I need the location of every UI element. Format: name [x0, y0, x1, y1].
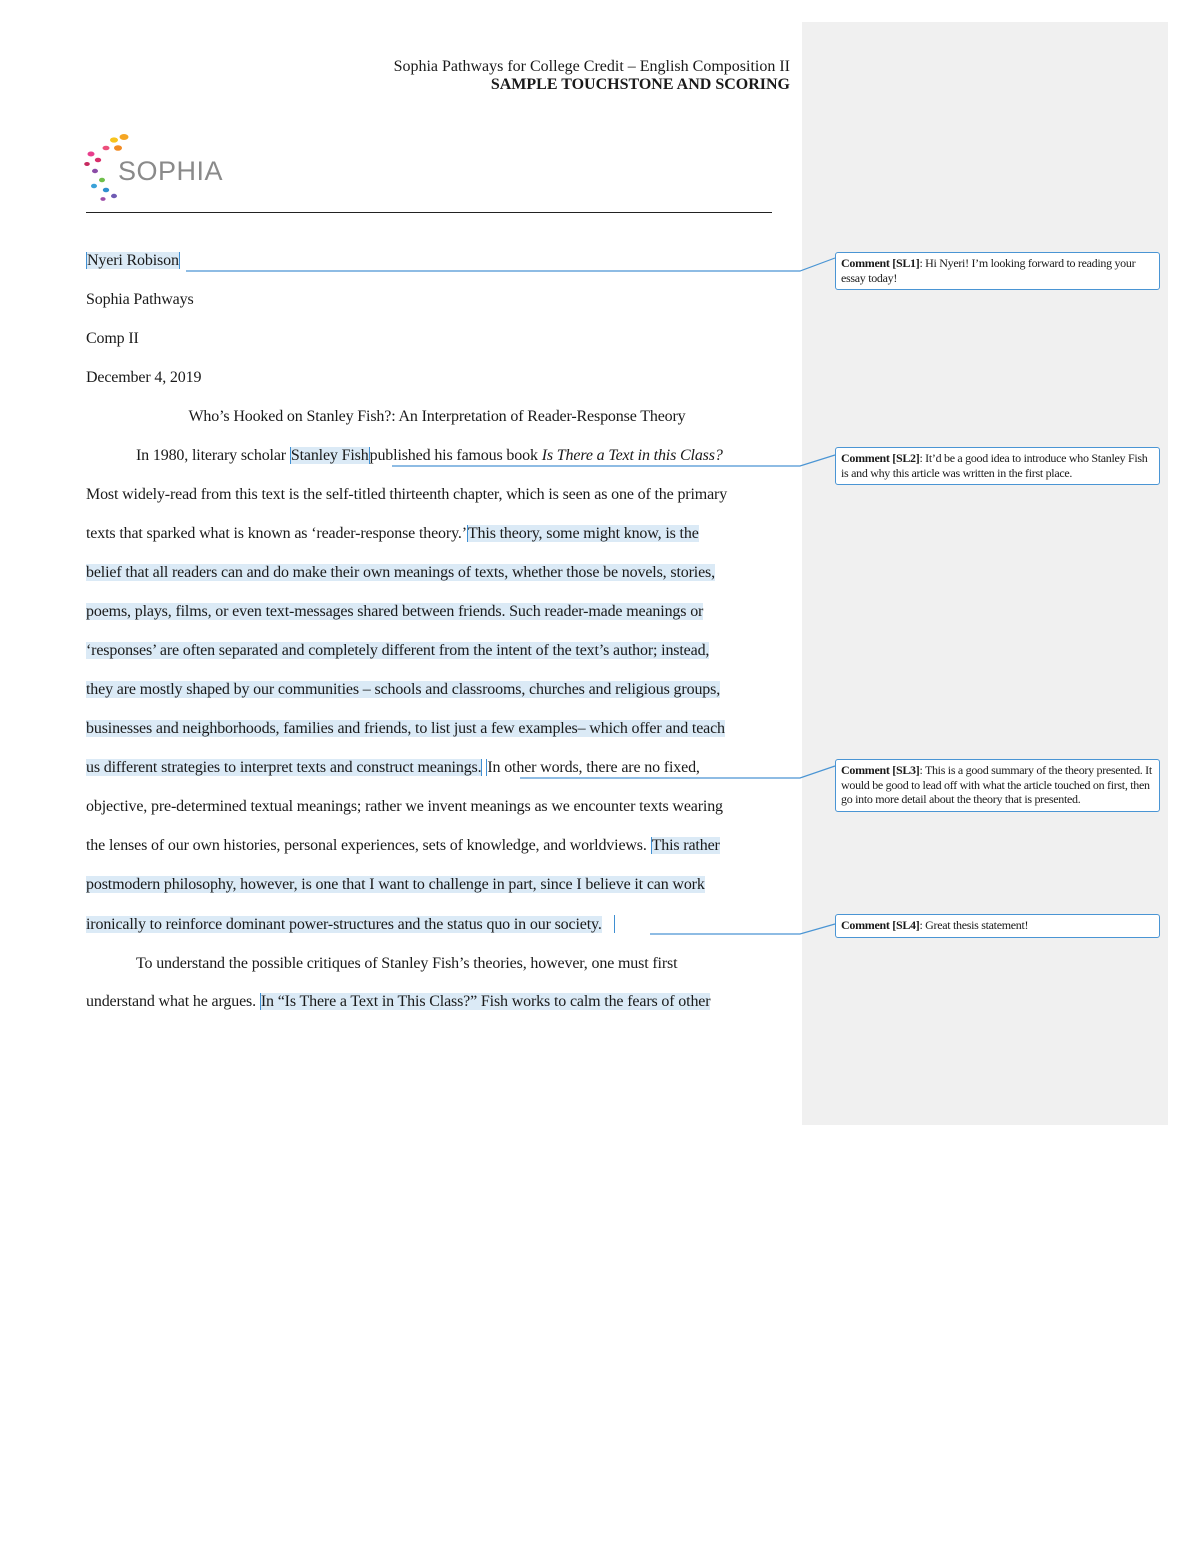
comment-tag: Comment [SL1]	[841, 256, 920, 270]
comment-text: : This is a good summary of the theory presented. It would be good to lead off with what the article touched on first, then go into more detail about the theory that is presented.	[841, 763, 1152, 806]
summary-highlight[interactable]: they are mostly shaped by our communities – schools and classrooms, churches and religious groups,	[86, 681, 721, 698]
p1-line-1	[136, 447, 723, 465]
p2-line-1: To understand the possible critiques of Stanley Fish’s theories, however, one must first	[136, 955, 678, 972]
comment-text: : It’d be a good idea to introduce who Stanley Fish is and why this article was written in the first place.	[841, 451, 1148, 480]
p1-l9b: In other words, there are no fixed,	[487, 759, 700, 776]
comment-text: : Great thesis statement!	[919, 918, 1029, 932]
p1-line-7	[86, 681, 720, 699]
summary-highlight[interactable]: ‘responses’ are often separated and completely different from the intent of the text’s author; instead,	[86, 642, 710, 659]
p2-line-2	[86, 993, 710, 1011]
summary-highlight[interactable]: poems, plays, films, or even text-messages shared between friends. Such reader-made meanings or	[86, 603, 704, 620]
comment-tag: Comment [SL2]	[841, 451, 920, 465]
p2-l2a: understand what he argues.	[86, 993, 260, 1010]
comment-tag: Comment [SL4]	[841, 918, 920, 932]
header-doc-type: SAMPLE TOUCHSTONE AND SCORING	[490, 76, 790, 93]
sophia-logo	[84, 130, 244, 206]
p1-l11a: the lenses of our own histories, personal experiences, sets of knowledge, and worldviews.	[86, 837, 647, 854]
header-rule	[86, 212, 772, 213]
p1-l1c: published his famous book	[369, 447, 542, 464]
logo-wordmark: SOPHIA	[118, 156, 224, 186]
comment-sl2[interactable]	[835, 447, 1160, 485]
summary-highlight[interactable]: belief that all readers can and do make their own meanings of texts, whether those be novels, stories,	[86, 564, 715, 581]
essay-title: Who’s Hooked on Stanley Fish?: An Interpretation of Reader-Response Theory	[188, 408, 686, 425]
p1-line-10: objective, pre-determined textual meanings; rather we invent meanings as we encounter texts wearing	[86, 798, 723, 815]
book-title: Is There a Text in this Class?	[541, 447, 723, 464]
course-line: Comp II	[86, 330, 139, 347]
program-line: Sophia Pathways	[86, 291, 194, 308]
p1-line-9	[86, 759, 700, 777]
comment-sl4[interactable]	[835, 914, 1160, 938]
p1-line-4	[86, 564, 715, 582]
p1-l1a: In 1980, literary scholar	[136, 447, 290, 464]
header-course-line: Sophia Pathways for College Credit – English Composition II	[393, 58, 790, 75]
p1-l3a: texts that sparked what is known as ‘reader-response theory.’	[86, 525, 467, 542]
p1-line-3	[86, 525, 699, 543]
p1-line-12	[86, 876, 705, 894]
p1-line-11	[86, 837, 720, 855]
thesis-highlight[interactable]: postmodern philosophy, however, is one that I want to challenge in part, since I believe it can work	[86, 876, 705, 893]
p1-line-6	[86, 642, 709, 660]
p1-line-8	[86, 720, 725, 738]
comment-sl1[interactable]	[835, 252, 1160, 290]
comment-text: : Hi Nyeri! I’m looking forward to reading your essay today!	[841, 256, 1136, 285]
p1-line-13	[86, 915, 615, 934]
thesis-highlight-start[interactable]: This rather	[651, 837, 720, 854]
author-name[interactable]: Nyeri Robison	[87, 252, 179, 269]
comment-margin-pane	[802, 22, 1168, 1125]
summary-highlight-start[interactable]: This theory, some might know, is the	[467, 525, 699, 542]
author-name-line	[86, 252, 180, 270]
date-line: December 4, 2019	[86, 369, 202, 386]
p1-line-2: Most widely-read from this text is the self-titled thirteenth chapter, which is seen as one of the primary	[86, 486, 728, 503]
summary-highlight-end[interactable]: us different strategies to interpret texts and construct meanings.	[86, 759, 482, 776]
thesis-end-marker	[602, 915, 615, 933]
p1-line-5	[86, 603, 703, 621]
p2-highlight[interactable]: In “Is There a Text in This Class?” Fish works to calm the fears of other	[260, 993, 711, 1010]
comment-sl3[interactable]	[835, 759, 1160, 812]
summary-highlight[interactable]: businesses and neighborhoods, families and friends, to list just a few examples– which offer and teach	[86, 720, 725, 737]
stanley-fish-highlight[interactable]: Stanley Fish	[290, 447, 369, 464]
thesis-highlight-end[interactable]: ironically to reinforce dominant power-structures and the status quo in our society.	[86, 916, 602, 933]
comment-tag: Comment [SL3]	[841, 763, 920, 777]
